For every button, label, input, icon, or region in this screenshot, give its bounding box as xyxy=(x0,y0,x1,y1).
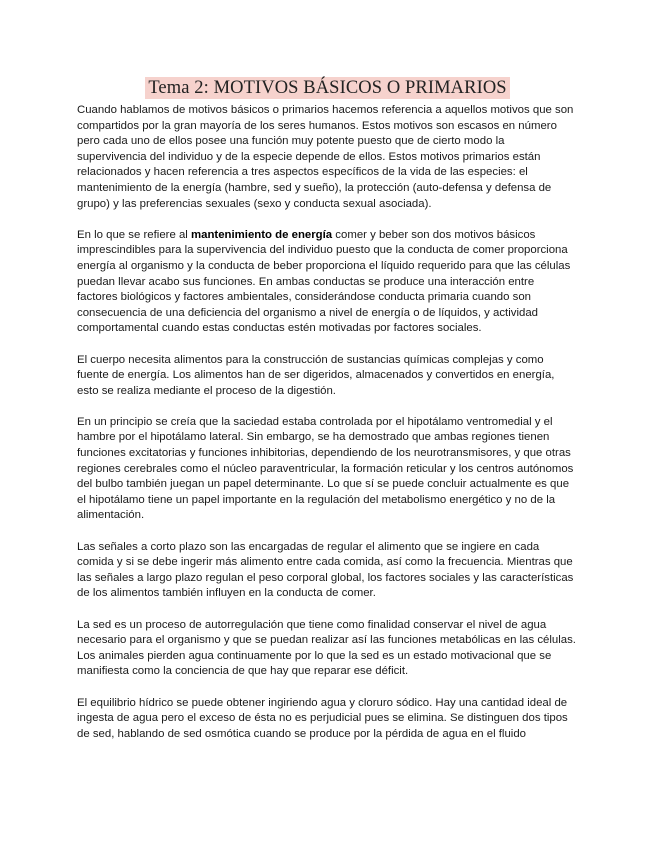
paragraph-hypothalamus: En un principio se creía que la saciedad estaba controlada por el hipotálamo ventromedial y el hambre por el hipotálamo lateral. Sin embargo, se ha demostrado que ambas regiones tienen funciones excitatorias y funciones inhibitorias, dependiendo de los neurotransmisores, y que otras regiones cerebrales como el núcleo paraventricular, la formación reticular y los centros autónomos del bulbo también juegan un papel determinante. Lo que sí se puede concluir actualmente es que el hipotálamo tiene un papel importante en la regulación del metabolismo energético y no de la alimentación. xyxy=(77,415,574,522)
document-body xyxy=(77,103,577,758)
title-container xyxy=(0,77,655,99)
paragraph-food: El cuerpo necesita alimentos para la construcción de sustancias químicas complejas y como fuente de energía. Los alimentos han de ser digeridos, almacenados y convertidos en energía, esto se realiza mediante el proceso de la digestión. xyxy=(77,353,555,397)
paragraph-energy-maintenance xyxy=(77,228,577,337)
paragraph-energy-lead: En lo que se refiere al xyxy=(77,228,191,241)
paragraph-water-balance: El equilibrio hídrico se puede obtener ingiriendo agua y cloruro sódico. Hay una cantidad ideal de ingesta de agua pero el exceso de ésta no es perjudicial pues se elimina. Se distinguen dos tipos de sed, hablando de sed osmótica cuando se produce por la pérdida de agua en el fluido xyxy=(77,696,568,740)
paragraph-thirst: La sed es un proceso de autorregulación que tiene como finalidad conservar el nivel de agua necesario para el organismo y que se puedan realizar así las funciones metabólicas en las células. Los animales pierden agua continuamente por lo que la sed es un estado motivacional que se manifiesta como la conciencia de que hay que reparar ese déficit. xyxy=(77,618,576,678)
paragraph-intro: Cuando hablamos de motivos básicos o primarios hacemos referencia a aquellos motivos que son compartidos por la gran mayoría de los seres humanos. Estos motivos son escasos en número pero cada uno de ellos posee una función muy potente puesto que de cierto modo la supervivencia del individuo y de la especie depende de ellos. Estos motivos primarios están relacionados y hacen referencia a tres aspectos específicos de la vida de las especies: el mantenimiento de la energía (hambre, sed y sueño), la protección (auto-defensa y defensa de grupo) y las preferencias sexuales (sexo y conducta sexual asociada). xyxy=(77,104,574,210)
paragraph-signals: Las señales a corto plazo son las encargadas de regular el alimento que se ingiere en cada comida y si se debe ingerir más alimento entre cada comida, así como la frecuencia. Mientras que las señales a largo plazo regulan el peso corporal global, los factores sociales y las características de los alimentos también influyen en la conducta de comer. xyxy=(77,540,574,600)
paragraph-energy-rest: comer y beber son dos motivos básicos imprescindibles para la supervivencia del individuo puesto que la conducta de comer proporciona energía al organismo y la conducta de beber proporciona el líquido requerido para que las células puedan llevar acabo sus funciones. En ambas conductas se produce una interacción entre factores biológicos y factores ambientales, considerándose conducta primaria cuando son consecuencia de una deficiencia del organismo a nivel de energía o de líquidos, y actividad comportamental cuando estas conductas estén motivadas por factores sociales. xyxy=(77,228,571,335)
bold-term-energy-maintenance: mantenimiento de energía xyxy=(190,228,333,241)
page-title: Tema 2: MOTIVOS BÁSICOS O PRIMARIOS xyxy=(145,77,509,99)
